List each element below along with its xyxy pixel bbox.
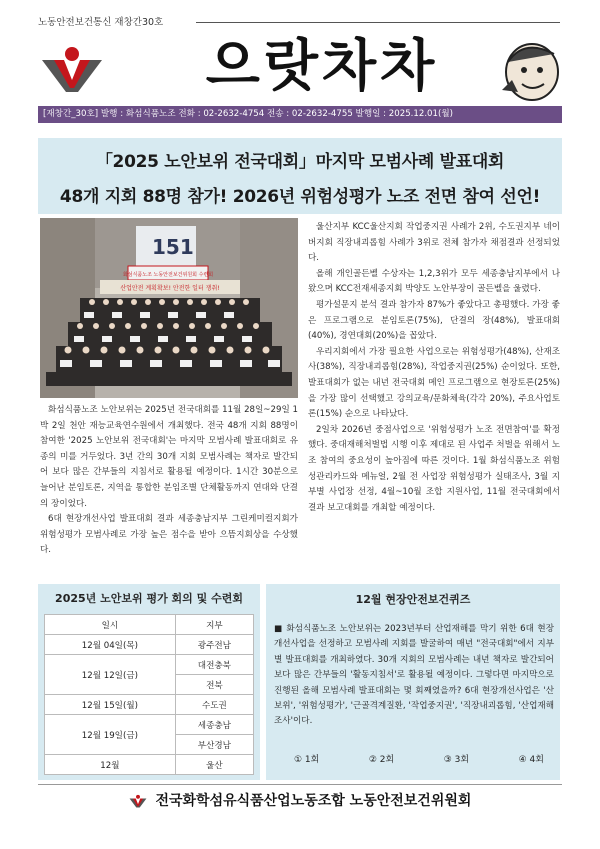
branch-cell: 울산 [175, 755, 253, 775]
article-right-column [308, 220, 560, 516]
column-header-branch: 지부 [175, 615, 253, 635]
article-paragraph: 2일차 2026년 중점사업으로 '위험성평가 노조 전면참여'를 확정했다. 중대재해처벌법 시행 이후 제대로 된 사업주 처벌을 위해서 노조 참여의 중요성이 높아짐에 따른 것이다. 1월 화섬식품노조 위험성관리카드와 메뉴얼, 2월 전 사업장 위험성평가 실태조사, 3월 지부별 사업장 선정, 4월~10월 조합 지원사업, 11월 전국대회에서 결과 보고대회를 개최할 예정이다. [308, 424, 560, 513]
article-paragraph: 올해 개인골든벨 수상자는 1,2,3위가 모두 세종충남지부에서 나왔으며 KCC전재세종지회 박양도 노안부장이 골든벨을 울렸다. [308, 268, 560, 295]
schedule-title: 2025년 노안보위 평가 회의 및 수련회 [55, 592, 243, 605]
series-label: 노동안전보건통신 재창간30호 [38, 17, 164, 28]
article-paragraph: 화섬식품노조 노안보위는 2025년 전국대회를 11월 28일~29일 1박 2일 천안 재능교육연수원에서 개최했다. 전국 48개 지회 88명이 참여한 '2025 노안보위 전국대회'는 마지막 모범사례 발표대회로 유종의 미를 거두었다. 3년 간의 30개 지회 모범사례는 책자로 발간되어 보다 많은 간부들의 지침서로 활용될 예정이다. 1시간 30분으로 늘어난 분임토론, 지역을 통합한 분임조별 단체활동까지 연대와 단결의 장이었다. [40, 405, 298, 509]
branch-cell: 세종충남 [175, 715, 253, 735]
quiz-option-4: ④ 4회 [518, 755, 544, 765]
table-row [45, 635, 254, 655]
headline-subtitle: 48개 지회 88명 참가! 2026년 위험성평가 노조 전면 참여 선언! [59, 187, 541, 207]
quiz-option-2: ② 2회 [368, 755, 395, 765]
union-logo-icon [129, 794, 147, 808]
branch-cell: 부산경남 [175, 735, 253, 755]
branch-cell: 광주전남 [175, 635, 253, 655]
branch-cell: 대전충북 [175, 655, 253, 675]
svg-text:151: 151 [152, 235, 194, 259]
column-header-date: 일시 [45, 615, 176, 635]
group-photo [40, 218, 298, 398]
table-header-row [45, 615, 254, 635]
masthead-title: 으랏차차 [205, 33, 439, 99]
branch-cell: 전북 [175, 675, 253, 695]
union-logo-icon [40, 46, 104, 92]
quiz-option-3: ③ 3회 [443, 755, 470, 765]
article-paragraph: 평가설문지 분석 결과 참가자 87%가 좋았다고 총평했다. 가장 좋은 프로그램으로 분임토론(75%), 단결의 장(48%), 발표대회(40%), 경연대회(20%)을 꼽았다. [308, 299, 560, 342]
schedule-panel [38, 584, 260, 780]
photo-sign: 산업안전 계획확보! 안전한 일터 쟁취! [120, 285, 220, 292]
footer [0, 790, 600, 810]
quiz-panel [266, 584, 560, 780]
headline-title: 「2025 노안보위 전국대회」마지막 모범사례 발표대회 [95, 152, 505, 172]
table-row [45, 715, 254, 735]
table-row [45, 695, 254, 715]
photo-banner: 화섬식품노조 노동안전보건위원회 수련회 [122, 272, 214, 278]
publication-info-bar: [재창간_30호] 발행 : 화섬식품노조 전화 : 02-2632-4754 전송 : 02-2632-4755 발행일 : 2025.12.01(월) [38, 106, 562, 123]
quiz-options [294, 752, 544, 765]
date-cell: 12월 12일(금) [45, 655, 176, 695]
date-cell: 12월 15일(월) [45, 695, 176, 715]
table-row [45, 655, 254, 675]
branch-cell: 수도권 [175, 695, 253, 715]
quiz-option-1: ① 1회 [294, 755, 320, 765]
article-left-column [40, 403, 298, 559]
schedule-table [44, 614, 254, 775]
footer-org-name: 전국화학섬유식품산업노동조합 노동안전보건위원회 [155, 793, 472, 809]
article-paragraph: 우리지회에서 가장 필요한 사업으로는 위험성평가(48%), 산재조사(38%), 직장내괴롭힘(28%), 작업중지권(25%) 순이었다. 또한, 발표대회가 없는 내년 전국대회 메인 프로그램으로 현장토론(25%)을 가장 많이 선택했고 강의교육/문화체육(각각 20%), 주요사업토론(15%) 순으로 나타났다. [308, 346, 560, 420]
date-cell: 12월 19일(금) [45, 715, 176, 755]
date-cell: 12월 04일(목) [45, 635, 176, 655]
quiz-question: ■ 화섬식품노조 노안보위는 2023년부터 산업재해를 막기 위한 6대 현장개선사업을 선정하고 모범사례 지회를 발굴하여 매년 "전국대회"에서 지부별 발표대회를 개최하였다. 30개 지회의 모범사례는 내년 책자로 발간되어 보다 많은 간부들의 '활동지침서'로 활용될 예정이다. 그렇다면 마지막으로 진행된 올해 모범사례 발표대회는 몇 회째였을까? 6대 현장개선사업은 '산보위', '위험성평가', '근골격계질환, '작업중지권', '직장내괴롭힘, '산업재해조사'이다. [274, 624, 554, 727]
date-cell: 12월 [45, 755, 176, 775]
article-paragraph: 울산지부 KCC울산지회 작업중지권 사례가 2위, 수도권지부 네이버지회 직장내괴롭힘 사례가 3위로 전체 참가자 채점결과 선정되었다. [308, 222, 560, 264]
mascot-illustration-icon [494, 32, 564, 104]
table-row [45, 755, 254, 775]
footer-divider [38, 784, 562, 785]
top-divider [196, 22, 560, 23]
article-paragraph: 6대 현장개선사업 발표대회 결과 세종충남지부 그린케미컬지회가 위험성평가 모범사례로 가장 높은 점수을 받아 으뜸지회상을 수상했다. [40, 514, 298, 556]
quiz-title: 12월 현장안전보건퀴즈 [355, 593, 471, 606]
headline-panel [38, 138, 562, 214]
